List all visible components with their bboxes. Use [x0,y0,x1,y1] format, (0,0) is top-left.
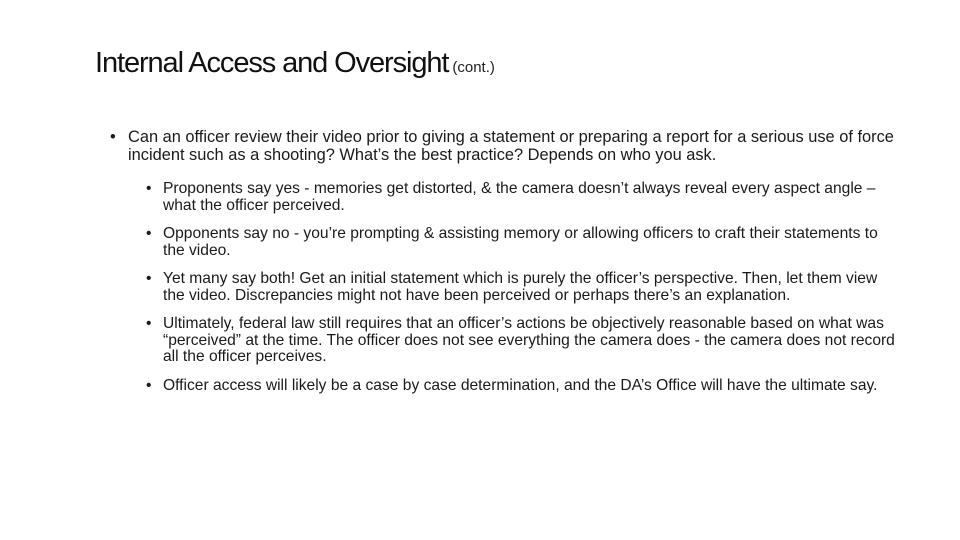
bullet-icon: • [146,180,152,197]
bullet-icon: • [146,270,152,287]
title-suffix: (cont.) [452,59,495,76]
sub-bullet-item [146,271,898,304]
slide-body [110,128,900,410]
main-point-text: Can an officer review their video prior to giving a statement or preparing a report for a serious use of force incident such as a shooting? What’s the best practice? Depends on who you ask. [128,128,894,164]
main-bullet-point [110,128,900,164]
bullet-icon: • [146,225,152,242]
sub-point-text: Yet many say both! Get an initial statement which is purely the officer’s perspective. Then, let them view the video. Discrepancies might not have been perceived or perhaps there’s an explanation. [163,270,878,304]
sub-bullet-item [146,181,898,214]
bullet-icon: • [146,315,152,332]
title-text: Internal Access and Oversight [95,47,449,79]
sub-bullet-item [146,226,898,259]
sub-point-text: Ultimately, federal law still requires that an officer’s actions be objectively reasonable based on what was “perceived” at the time. The officer does not see everything the camera does - the camera does not record all the officer perceives. [163,315,895,365]
sub-point-text: Officer access will likely be a case by case determination, and the DA’s Office will have the ultimate say. [163,376,878,394]
sub-point-text: Proponents say yes - memories get distorted, & the camera doesn’t always reveal every aspect angle – what the officer perceived. [163,180,876,214]
slide-title [95,48,895,80]
sub-bullet-list [146,181,900,394]
sub-point-text: Opponents say no - you’re prompting & assisting memory or allowing officers to craft their statements to the video. [163,225,878,259]
sub-bullet-item [146,316,898,366]
bullet-icon: • [110,128,116,146]
sub-bullet-item [146,378,898,395]
bullet-icon: • [146,376,152,394]
